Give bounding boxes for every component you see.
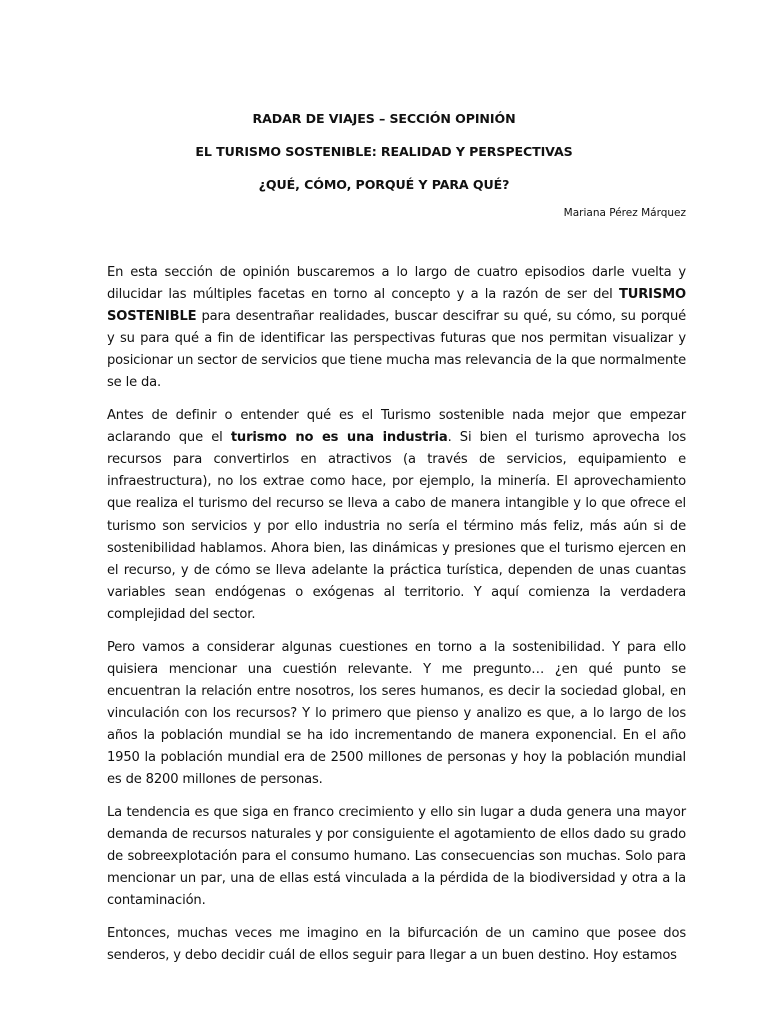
paragraph-1: [107, 262, 686, 395]
bold-phrase: turismo no es una industria: [230, 430, 448, 446]
paragraph-3: Pero vamos a considerar algunas cuestiones en torno a la sostenibilidad. Y para ello quisiera mencionar una cuestión relevante. Y me pregunto… ¿en qué punto se encuentran la relación entre nosotros, los seres humanos, es decir la sociedad global, en vinculación con los recursos? Y lo primero que pienso y analizo es que, a lo largo de los años la población mundial se ha ido incrementando de manera exponencial. En el año 1950 la población mundial era de 2500 millones de personas y hoy la población mundial es de 8200 millones de personas.: [107, 639, 686, 788]
paragraph-text: para desentrañar realidades, buscar descifrar su qué, su cómo, su porqué y su para qué a fin de identificar las perspectivas futuras que nos permitan visualizar y posicionar un sector de servicios que tiene mucha mas relevancia de la que normalmente se le da.: [107, 309, 686, 391]
paragraph-5: Entonces, muchas veces me imagino en la bifurcación de un camino que posee dos senderos, y debo decidir cuál de ellos seguir para llegar a un buen destino. Hoy estamos: [107, 925, 686, 963]
article-body: [107, 262, 686, 967]
paragraph-2: [107, 405, 686, 626]
author-name: Mariana Pérez Márquez: [563, 207, 686, 219]
article-title: EL TURISMO SOSTENIBLE: REALIDAD Y PERSPECTIVAS: [195, 144, 573, 159]
paragraph-4: La tendencia es que siga en franco crecimiento y ello sin lugar a duda genera una mayor demanda de recursos naturales y por consiguiente el agotamiento de ellos dado su grado de sobreexplotación para el consumo humano. Las consecuencias son muchas. Solo para mencionar un par, una de ellas está vinculada a la pérdida de la biodiversidad y otra a la contaminación.: [107, 804, 686, 909]
paragraph-text: . Si bien el turismo aprovecha los recursos para convertirlos en atractivos (a través de servicios, equipamiento e infraestructura), no los extrae como hace, por ejemplo, la minería. El aprovechamiento que realiza el turismo del recurso se lleva a cabo de manera intangible y lo que ofrece el turismo son servicios y por ello industria no sería el término más feliz, más aún si de sostenibilidad hablamos. Ahora bien, las dinámicas y presiones que el turismo ejercen en el recurso, y de cómo se lleva adelante la práctica turística, dependen de unas cuantas variables sean endógenas o exógenas al territorio. Y aquí comienza la verdadera complejidad del sector.: [107, 430, 687, 622]
paragraph-text: En esta sección de opinión buscaremos a lo largo de cuatro episodios darle vuelta y dilucidar las múltiples facetas en torno al concepto y a la razón de ser del: [107, 265, 686, 303]
bold-phrase: TURISMO SOSTENIBLE: [107, 287, 686, 325]
article-subtitle: ¿QUÉ, CÓMO, PORQUÉ Y PARA QUÉ?: [258, 177, 510, 192]
paragraph-text: Antes de definir o entender qué es el Turismo sostenible nada mejor que empezar aclarando que el: [107, 408, 686, 446]
section-title: RADAR DE VIAJES – SECCIÓN OPINIÓN: [252, 111, 516, 126]
